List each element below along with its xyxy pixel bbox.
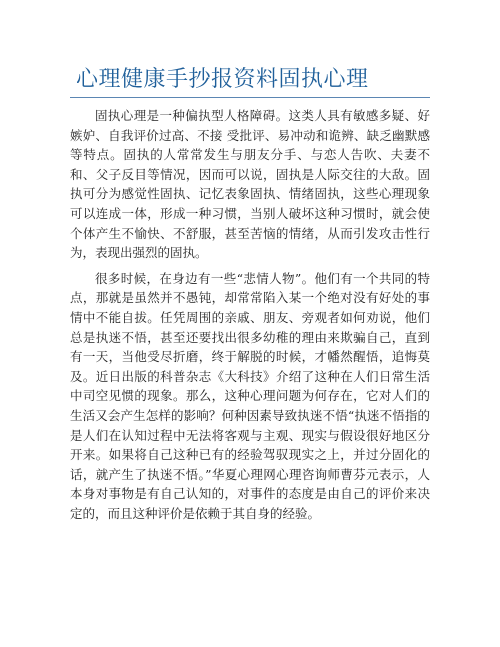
paragraph-2: 很多时候，在身边有一些“悲情人物”。他们有一个共同的特点，那就是虽然并不愚钝，却常常陷入某一个绝对没有好处的事情中不能自拔。任凭周围的亲戚、朋友、旁观者如何劝说，他们总是执迷不悟，甚至还要找出很多幼稚的理由来欺骗自己，直到有一天，当他受尽折磨，终于解脱的时候，才幡然醒悟，追悔莫及。近日出版的科普杂志《大科技》介绍了这种在人们日常生活中司空见惯的现象。那么，这种心理问题为何存在，它对人们的生活又会产生怎样的影响？何种因素导致执迷不悟“执迷不悟指的是人们在认知过程中无法将客观与主观、现实与假设很好地区分开来。如果将自己这种已有的经验驾驭现实之上，并过分固化的话，就产生了执迷不悟。”华夏心理网心理咨询师曹芬元表示，人本身对事物是有自己认知的，对事件的态度是由自己的评价来决定的，而且这种评价是依赖于其自身的经验。 [70,270,430,521]
title-underline [70,97,430,98]
document-body [70,106,430,523]
paragraph-1: 固执心理是一种偏执型人格障碍。这类人具有敏感多疑、好嫉妒、自我评价过高、不接 受批评、易冲动和诡辨、缺乏幽默感等特点。固执的人常常发生与朋友分手、与恋人告吹、夫妻不和、父子反目等情况，因而可以说，固执是人际交往的大敌。固执可分为感觉性固执、记忆表象固执、情绪固执，这些心理现象可以连成一体，形成一种习惯，当别人破坏这种习惯时，就会使个体产生不愉快、不舒服，甚至苦恼的情绪，从而引发攻击性行为，表现出强烈的固执。 [70,108,430,261]
document-title: 心理健康手抄报资料固执心理 [76,67,369,92]
